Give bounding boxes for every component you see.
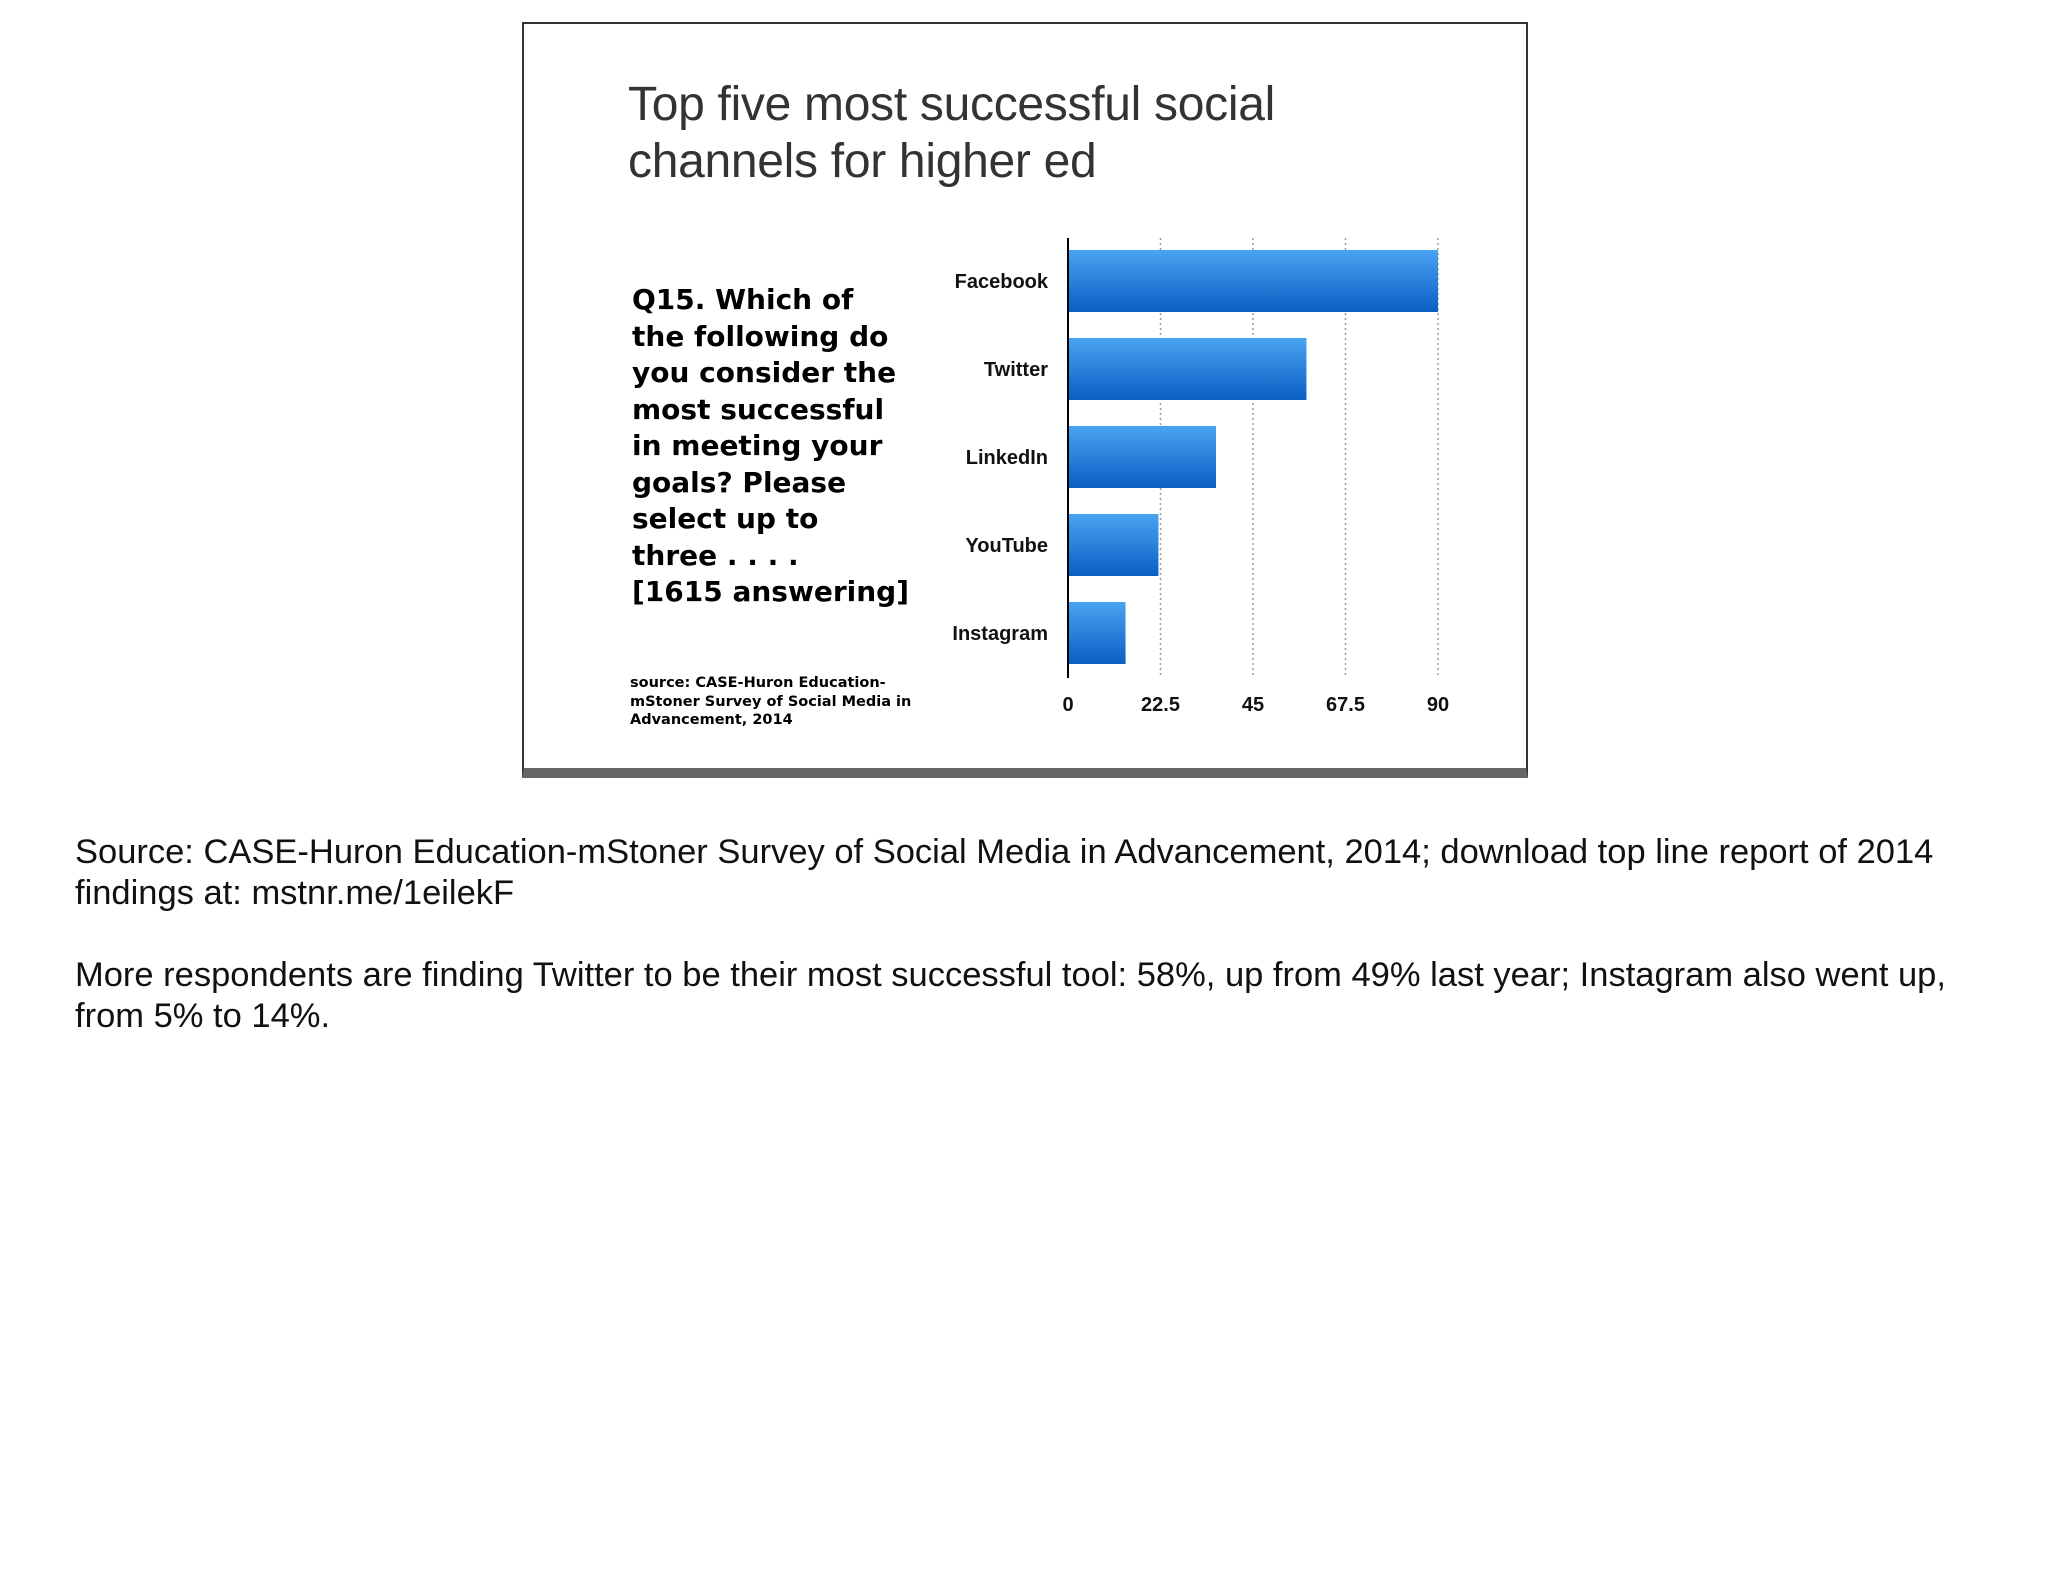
bars xyxy=(1068,250,1438,664)
question-line: [1615 answering] xyxy=(632,575,910,608)
notes-finding-paragraph: More respondents are finding Twitter to be their most successful tool: 58%, up from 49% last year; Instagram also went up, from 5% to 14%. xyxy=(75,956,1946,1035)
question-line: in meeting your xyxy=(632,429,883,462)
bar-youtube xyxy=(1068,514,1158,576)
source-line: source: CASE-Huron Education- xyxy=(630,675,886,691)
question-line: three . . . . xyxy=(632,538,799,572)
source-line: mStoner Survey of Social Media in xyxy=(630,693,912,710)
bar-chart xyxy=(524,24,1526,768)
question-line: most successful xyxy=(632,392,885,426)
category-label-linkedin: LinkedIn xyxy=(965,447,1048,469)
x-tick-label: 67.5 xyxy=(1326,694,1365,716)
slide-title-line-2: channels for higher ed xyxy=(628,135,1097,188)
bar-twitter xyxy=(1068,338,1306,400)
x-tick-label: 0 xyxy=(1062,694,1074,716)
x-tick-label: 90 xyxy=(1426,694,1450,716)
category-label-twitter: Twitter xyxy=(983,359,1048,381)
slide-title-line-1: Top five most successful social xyxy=(628,78,1275,131)
bar-linkedin xyxy=(1068,426,1216,488)
category-label-facebook: Facebook xyxy=(954,271,1048,293)
x-tick-label: 22.5 xyxy=(1141,694,1180,716)
question-line: Q15. Which of xyxy=(632,283,854,316)
bar-instagram xyxy=(1068,602,1126,664)
bar-facebook xyxy=(1068,250,1438,312)
slide xyxy=(522,22,1528,778)
question-line: the following do xyxy=(632,319,889,353)
category-label-youtube: YouTube xyxy=(965,535,1048,557)
speaker-notes xyxy=(75,832,1985,1078)
question-line: select up to xyxy=(632,502,819,535)
question-line: you consider the xyxy=(632,356,897,389)
question-line: goals? Please xyxy=(632,465,847,499)
source-line: Advancement, 2014 xyxy=(630,712,793,728)
category-label-instagram: Instagram xyxy=(952,623,1048,645)
notes-source-paragraph: Source: CASE-Huron Education-mStoner Survey of Social Media in Advancement, 2014; download top line report of 2014 findings at: mstnr.me/1eilekF xyxy=(75,833,1934,912)
x-tick-label: 45 xyxy=(1241,694,1265,716)
labels xyxy=(952,271,1449,716)
